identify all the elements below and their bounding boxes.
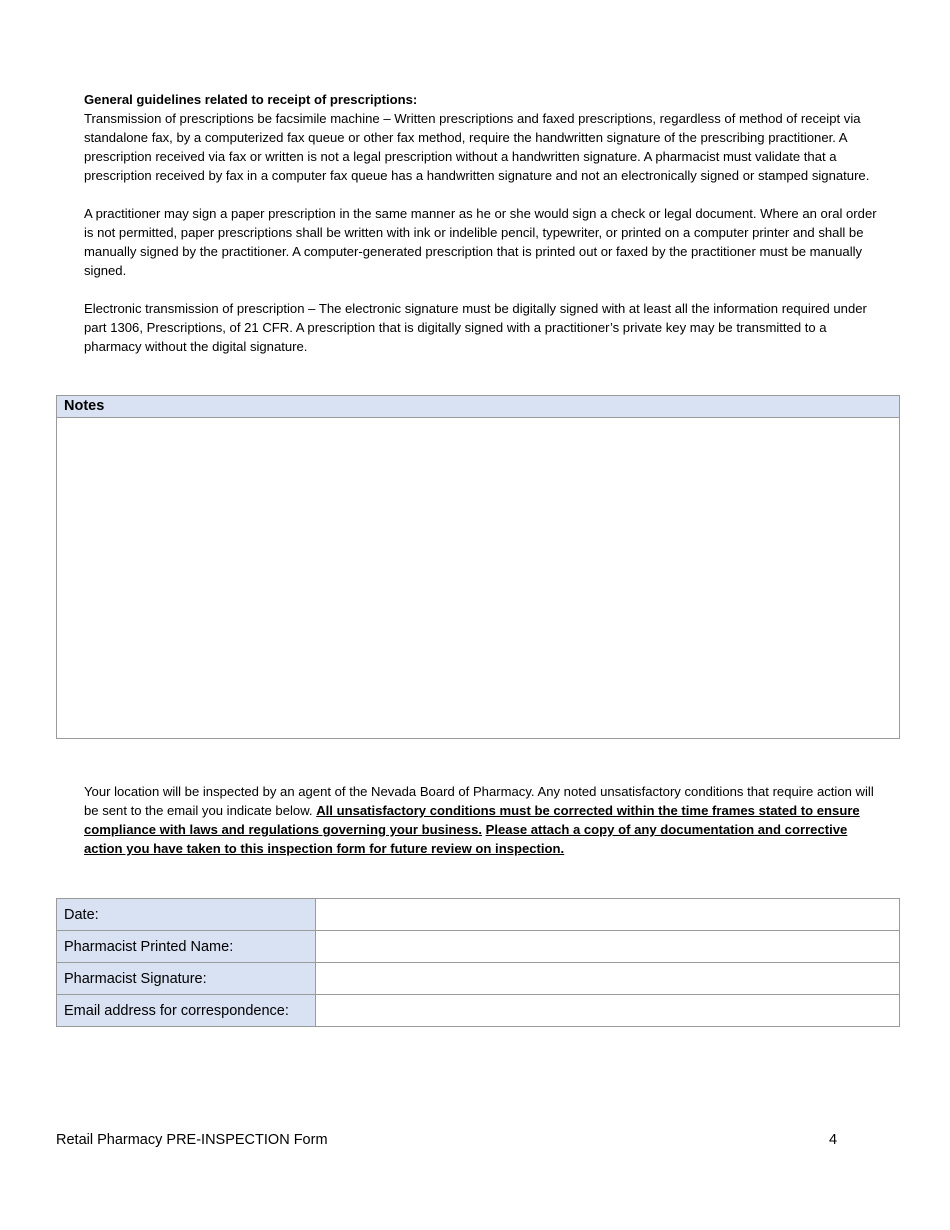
- pharmacist-signature-label: Pharmacist Signature:: [57, 963, 316, 995]
- notes-header: Notes: [57, 396, 899, 418]
- page-number: 4: [829, 1132, 838, 1148]
- notes-field[interactable]: [57, 418, 899, 739]
- pharmacist-name-field[interactable]: [316, 931, 900, 963]
- pharmacist-signature-field[interactable]: [316, 963, 900, 995]
- notes-box: [56, 395, 900, 739]
- guidelines-para-3: Electronic transmission of prescription – The electronic signature must be digitally signed with at least all the information required under part 1306, Prescriptions, of 21 CFR. A prescription that is digitally signed with a practitioner’s private key may be transmitted to a pharmacy without the digital signature.: [84, 301, 867, 354]
- date-label: Date:: [57, 899, 316, 931]
- notice-emphasis-2: Please attach a copy of any documentation and corrective action you have taken to this inspection form for future review on inspection.: [84, 822, 848, 856]
- table-row: [57, 899, 900, 931]
- guidelines-heading: General guidelines related to receipt of prescriptions:: [84, 92, 418, 107]
- footer-title: Retail Pharmacy PRE-INSPECTION Form: [56, 1132, 328, 1148]
- notice-emphasis-1: All unsatisfactory conditions must be corrected within the time frames stated to ensure compliance with laws and regulations governing your business.: [84, 803, 860, 837]
- date-field[interactable]: [316, 899, 900, 931]
- inspection-notice: [84, 782, 884, 858]
- pharmacist-name-label: Pharmacist Printed Name:: [57, 931, 316, 963]
- email-label: Email address for correspondence:: [57, 995, 316, 1027]
- signature-table: [56, 898, 900, 1027]
- email-field[interactable]: [316, 995, 900, 1027]
- guidelines-section: [84, 90, 884, 375]
- notice-text: Your location will be inspected by an agent of the Nevada Board of Pharmacy. Any noted unsatisfactory conditions that require action will be sent to the email you indicate below.: [84, 784, 874, 818]
- table-row: [57, 995, 900, 1027]
- table-row: [57, 963, 900, 995]
- table-row: [57, 931, 900, 963]
- guidelines-para-1: [84, 90, 884, 185]
- guidelines-text-1: Transmission of prescriptions be facsimile machine – Written prescriptions and faxed prescriptions, regardless of method of receipt via standalone fax, by a computerized fax queue or other fax method, require the handwritten signature of the prescribing practitioner. A prescription received via fax or written is not a legal prescription without a handwritten signature. A pharmacist must validate that a prescription received by fax in a computer fax queue has a handwritten signature and not an electronically signed or stamped signature.: [84, 111, 870, 183]
- guidelines-para-2: A practitioner may sign a paper prescription in the same manner as he or she would sign a check or legal document. Where an oral order is not permitted, paper prescriptions shall be written with ink or indelible pencil, typewriter, or printed on a computer printer and shall be manually signed by the practitioner. A computer-generated prescription that is printed out or faxed by the practitioner must be manually signed.: [84, 206, 877, 278]
